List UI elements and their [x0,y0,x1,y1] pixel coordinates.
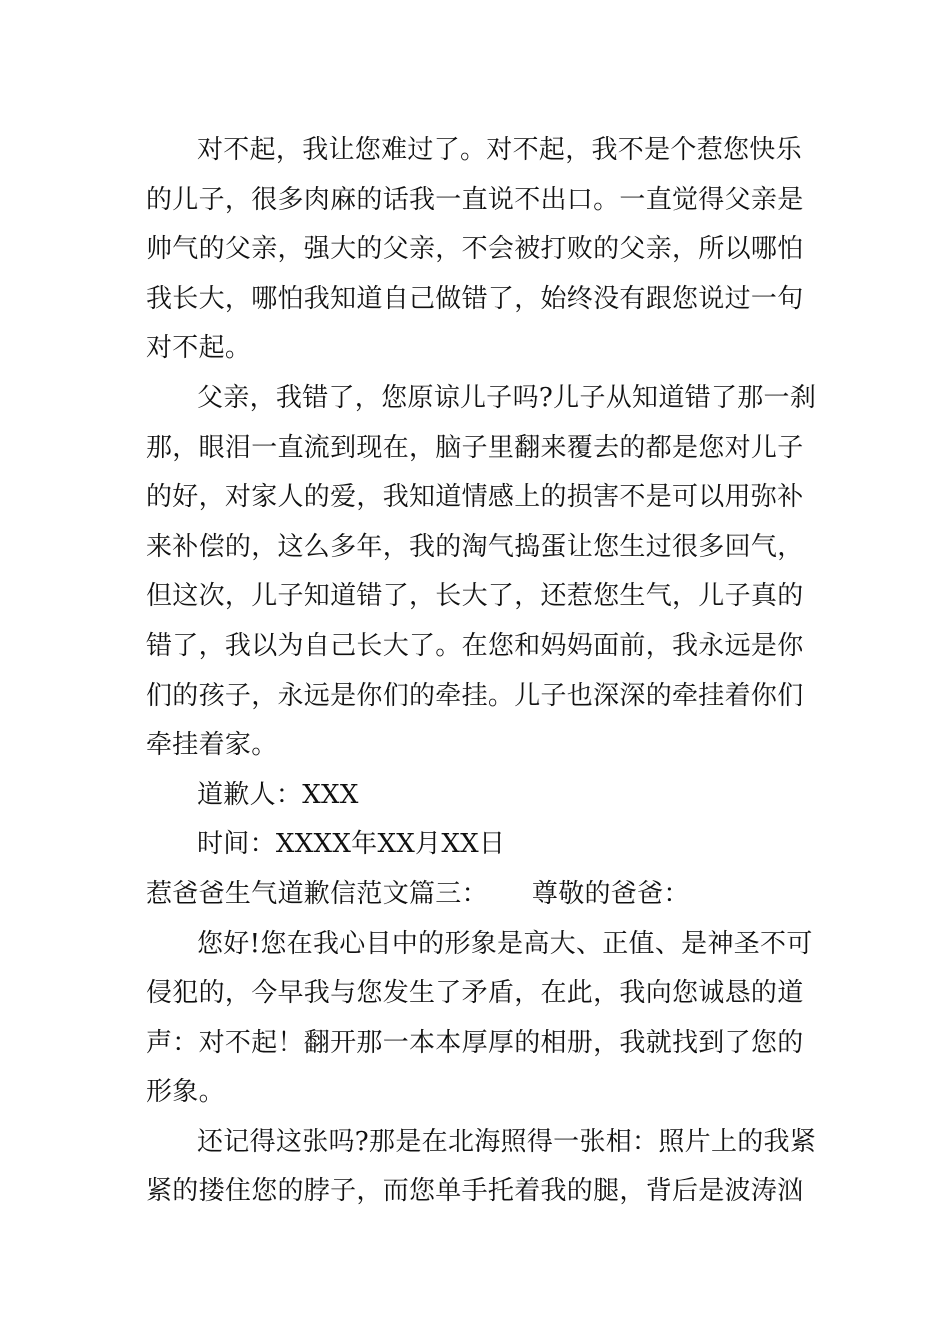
paragraph-line: 我长大，哪怕我知道自己做错了，始终没有跟您说过一句 [146,283,804,314]
paragraph-line: 父亲，我错了，您原谅儿子吗?儿子从知道错了那一刹 [197,382,817,413]
paragraph-line: 还记得这张吗?那是在北海照得一张相：照片上的我紧 [197,1126,817,1157]
paragraph-line: 紧的搂住您的脖子，而您单手托着我的腿，背后是波涛汹 [146,1176,804,1207]
paragraph-line: 们的孩子，永远是你们的牵挂。儿子也深深的牵挂着你们 [146,680,804,711]
paragraph-line: 声：对不起！翻开那一本本厚厚的相册，我就找到了您的 [146,1027,804,1058]
signer-line: 道歉人：XXX [197,779,359,810]
paragraph-line: 来补偿的，这么多年，我的淘气捣蛋让您生过很多回气， [146,531,804,562]
paragraph-line: 但这次，儿子知道错了，长大了，还惹您生气，儿子真的 [146,581,804,612]
salutation: 尊敬的爸爸： [531,878,690,909]
paragraph-line: 帅气的父亲，强大的父亲，不会被打败的父亲，所以哪怕 [146,234,804,265]
paragraph-line: 对不起，我让您难过了。对不起，我不是个惹您快乐 [197,135,802,165]
paragraph-line: 的好，对家人的爱，我知道情感上的损害不是可以用弥补 [146,482,804,513]
paragraph-line: 您好!您在我心目中的形象是高大、正值、是神圣不可 [197,928,813,959]
paragraph-line: 的儿子，很多肉麻的话我一直说不出口。一直觉得父亲是 [146,184,804,215]
paragraph-line: 形象。 [146,1077,225,1108]
paragraph-line: 错了，我以为自己长大了。在您和妈妈面前，我永远是你 [146,630,804,661]
paragraph-line: 牵挂着家。 [146,730,278,761]
paragraph-line: 那，眼泪一直流到现在，脑子里翻来覆去的都是您对儿子 [146,432,804,463]
letter-body [146,126,817,1217]
date-line: 时间：XXXX年XX月XX日 [197,829,506,860]
section-title-line [146,870,808,920]
section-title: 惹爸爸生气道歉信范文篇三： [146,878,488,909]
paragraph-line: 侵犯的，今早我与您发生了矛盾，在此，我向您诚恳的道 [146,978,804,1009]
paragraph-line: 对不起。 [146,333,252,364]
